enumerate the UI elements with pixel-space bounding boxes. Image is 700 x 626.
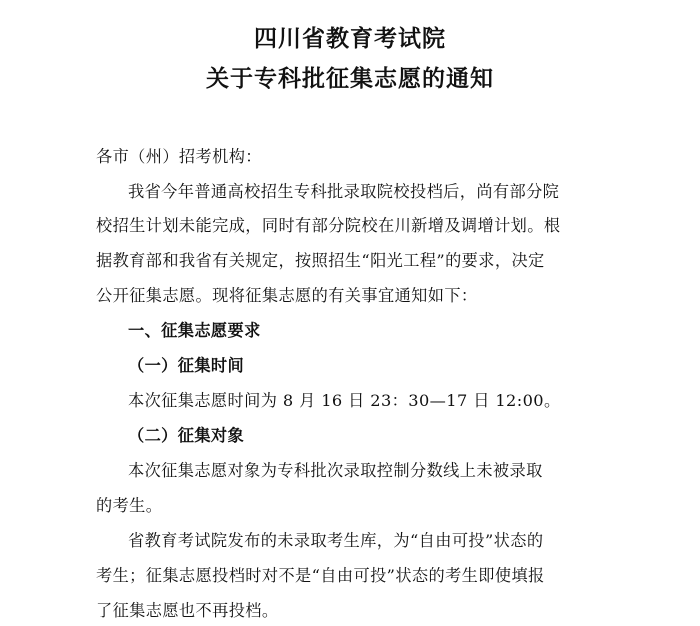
sub1-text: 本次征集志愿时间为 8 月 16 日 23：30—17 日 12:00。 <box>128 391 561 410</box>
para1-line2: 校招生计划未能完成，同时有部分院校在川新增及调增计划。根 <box>96 216 561 235</box>
sub2-line2: 的考生。 <box>96 496 163 515</box>
sub2-heading: （二）征集对象 <box>128 426 245 445</box>
para-last-line3: 了征集志愿也不再投档。 <box>96 601 279 620</box>
sub1-heading: （一）征集时间 <box>128 356 245 375</box>
section1-heading: 一、征集志愿要求 <box>128 321 261 340</box>
title-subject: 关于专科批征集志愿的通知 <box>206 65 494 92</box>
para-last-line2: 考生；征集志愿投档时对不是“自由可投”状态的考生即使填报 <box>96 566 545 585</box>
title-issuer: 四川省教育考试院 <box>254 25 446 52</box>
para1-line1: 我省今年普通高校招生专科批录取院校投档后，尚有部分院 <box>128 182 560 201</box>
para1-line3: 据教育部和我省有关规定，按照招生“阳光工程”的要求，决定 <box>96 251 545 270</box>
para-last-line1: 省教育考试院发布的未录取考生库，为“自由可投”状态的 <box>128 531 544 550</box>
sub2-line1: 本次征集志愿对象为专科批次录取控制分数线上未被录取 <box>128 461 543 480</box>
para1-line4: 公开征集志愿。现将征集志愿的有关事宜通知如下： <box>96 286 478 305</box>
salutation: 各市（州）招考机构： <box>96 147 262 166</box>
